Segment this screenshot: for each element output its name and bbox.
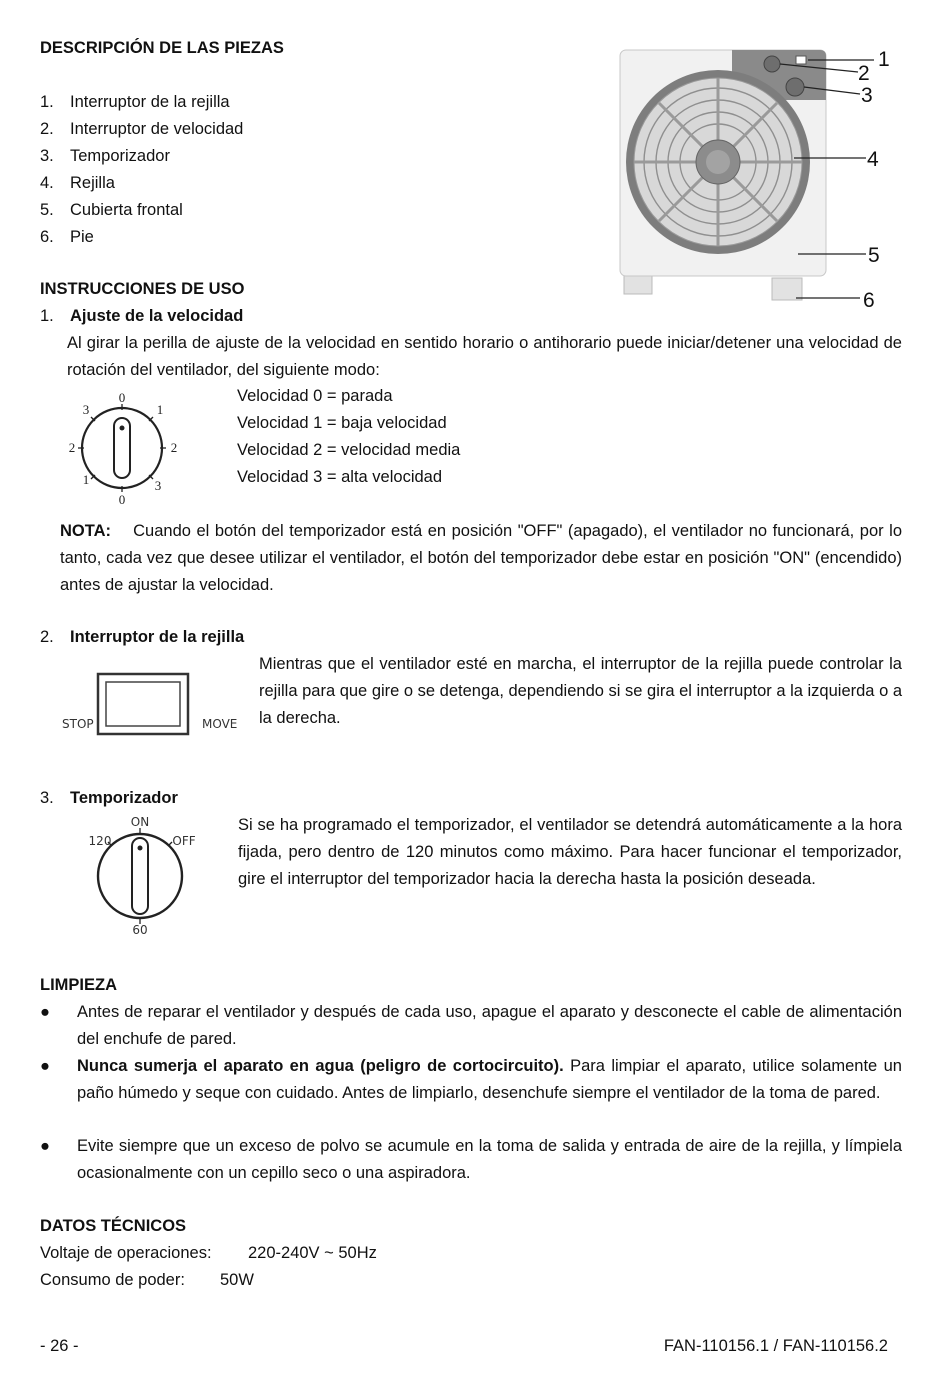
list-item: Velocidad 1 = baja velocidad: [237, 414, 447, 432]
usage-title: INSTRUCCIONES DE USO: [40, 280, 245, 298]
list-item: Velocidad 3 = alta velocidad: [237, 468, 443, 486]
bullet-icon: ●: [40, 1137, 50, 1155]
move-label: MOVE: [202, 717, 238, 731]
list-item: ● Nunca sumerja el aparato en agua (peligro de cortocircuito). Para limpiar el aparato, utilice solamente un paño húmedo y seque con cuidado. Antes de limpiarlo, desenchufe siempre el ventilador de la toma de pared.: [40, 1053, 902, 1107]
spec-power-value: 50W: [220, 1271, 254, 1289]
dial-label-bottom-1: 1: [82, 472, 90, 487]
page-number: - 26 -: [40, 1337, 79, 1355]
grille-description: Mientras que el ventilador esté en marcha, el interruptor de la rejilla puede controlar la rejilla para que gire o se detenga, dependiendo si se gira el interruptor a la izquierda o a la derecha.: [259, 655, 903, 727]
timer-heading: 3. Temporizador: [40, 789, 178, 807]
callout-5: 5: [868, 244, 880, 267]
grille-heading: 2. Interruptor de la rejilla: [40, 628, 245, 646]
list-item: ● Evite siempre que un exceso de polvo se acumule en la toma de salida y entrada de aire de la rejilla, y límpiela ocasionalmente con un cepillo seco o una aspiradora.: [40, 1133, 902, 1187]
list-item: Velocidad 2 = velocidad media: [237, 441, 461, 459]
bullet-icon: ●: [40, 1057, 50, 1075]
dial-label-bottom-3: 3: [154, 478, 162, 493]
fan-diagram: [612, 42, 897, 312]
speed-levels: [237, 383, 460, 491]
parts-title: DESCRIPCIÓN DE LAS PIEZAS: [40, 39, 284, 57]
speed-heading: 1. Ajuste de la velocidad: [40, 307, 244, 325]
timer-on-label: ON: [130, 815, 150, 829]
model-number: FAN-110156.1 / FAN-110156.2: [663, 1337, 888, 1355]
list-item: 6. Pie: [40, 228, 94, 246]
timer-description: Si se ha programado el temporizador, el ventilador se detendrá automáticamente a la hora fijada, pero dentro de 120 minutos como máximo. Para hacer funcionar el temporizador, gire el interruptor del temporizador hacia la derecha hasta la posición deseada.: [238, 816, 902, 888]
callout-2: 2: [858, 62, 870, 85]
speed-dial-diagram: [62, 390, 192, 508]
dial-label-right-2: 2: [170, 440, 178, 455]
callout-4: 4: [867, 148, 879, 171]
dial-label-left-2: 2: [68, 440, 76, 455]
grille-switch-diagram: [58, 672, 246, 738]
timer-120-label: 120: [88, 834, 112, 848]
dial-label-top-1: 1: [156, 402, 164, 417]
spec-power-label: Consumo de poder:: [40, 1271, 185, 1289]
list-item: 4. Rejilla: [40, 174, 115, 192]
callout-1: 1: [878, 48, 890, 71]
speed-description: Al girar la perilla de ajuste de la velocidad en sentido horario o antihorario puede iniciar/detener una velocidad de rotación del ventilador, del siguiente modo:: [67, 334, 902, 379]
list-item: 1. Interruptor de la rejilla: [40, 93, 230, 111]
dial-label-top-3: 3: [82, 402, 90, 417]
list-item: Velocidad 0 = parada: [237, 387, 393, 405]
specs-title: DATOS TÉCNICOS: [40, 1217, 187, 1235]
cleaning-title: LIMPIEZA: [40, 976, 117, 994]
bullet-icon: ●: [40, 1003, 50, 1021]
callout-6: 6: [863, 289, 875, 312]
dial-label-top-0: 0: [118, 390, 126, 405]
list-item: 2. Interruptor de velocidad: [40, 120, 244, 138]
spec-voltage-label: Voltaje de operaciones:: [40, 1244, 212, 1262]
dial-label-bottom-0: 0: [118, 492, 126, 507]
timer-60-label: 60: [132, 923, 148, 936]
list-item: 5. Cubierta frontal: [40, 201, 183, 219]
callout-3: 3: [861, 84, 873, 107]
timer-dial-diagram: [82, 814, 204, 936]
note-paragraph: NOTA: Cuando el botón del temporizador está en posición "OFF" (apagado), el ventilador no funcionará, por lo tanto, cada vez que desee utilizar el ventilador, el botón del temporizador debe estar en posición "ON" (encendido) antes de ajustar la velocidad.: [60, 522, 902, 594]
timer-off-label: OFF: [172, 834, 196, 848]
parts-list: [40, 89, 243, 251]
list-item: 3. Temporizador: [40, 147, 170, 165]
stop-label: STOP: [62, 717, 94, 731]
list-item: ● Antes de reparar el ventilador y después de cada uso, apague el aparato y desconecte el cable de alimentación del enchufe de pared.: [40, 999, 902, 1053]
spec-voltage-value: 220-240V ~ 50Hz: [248, 1244, 377, 1262]
